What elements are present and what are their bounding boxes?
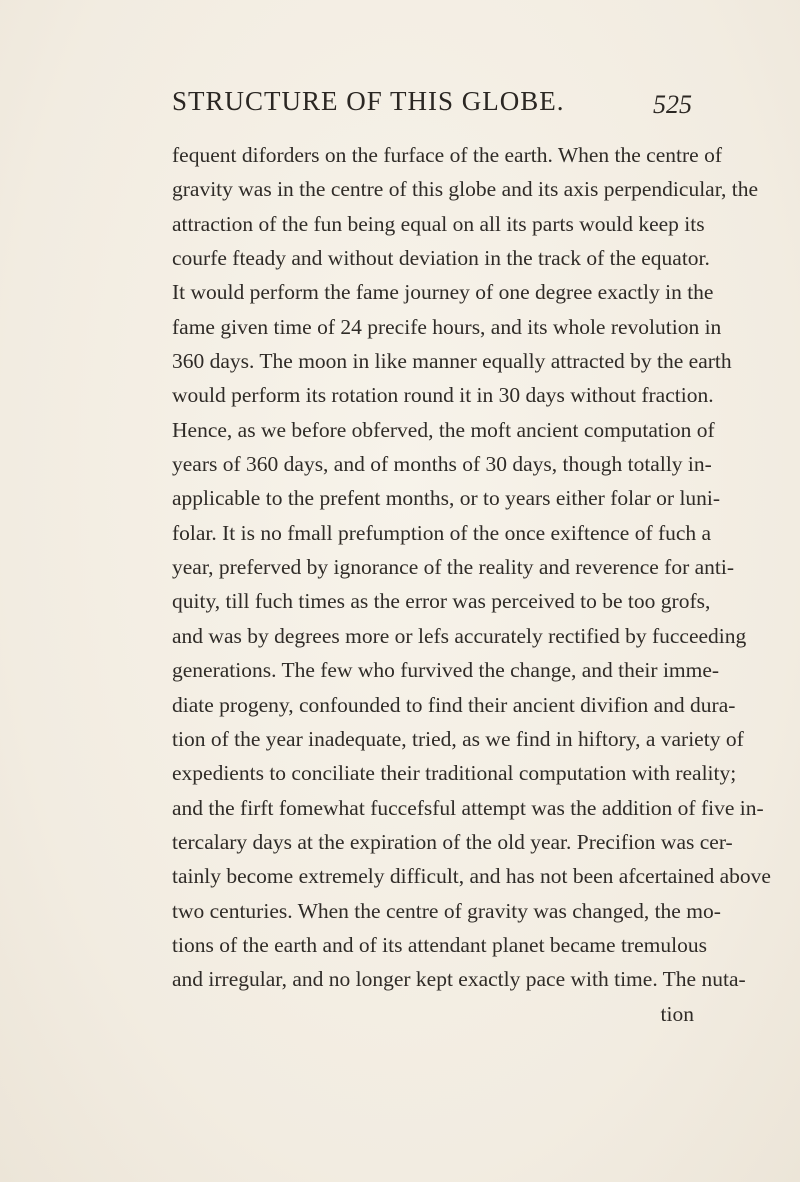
running-head xyxy=(172,86,692,126)
running-head-title: STRUCTURE OF THIS GLOBE. xyxy=(172,86,565,116)
text-line: courfe fteady and without deviation in the track of the equator. xyxy=(172,246,710,271)
text-line: gravity was in the centre of this globe and its axis perpendicular, the xyxy=(172,177,759,202)
page-number: 525 xyxy=(653,90,692,119)
text-line: year, preferved by ignorance of the reality and reverence for anti- xyxy=(172,555,735,580)
text-line: and was by degrees more or lefs accurately rectified by fucceeding xyxy=(172,623,747,648)
text-line: applicable to the prefent months, or to years either folar or luni- xyxy=(172,486,721,511)
text-line: folar. It is no fmall prefumption of the once exiftence of fuch a xyxy=(172,520,712,545)
text-line: two centuries. When the centre of gravity was changed, the mo- xyxy=(172,898,721,923)
text-line: tions of the earth and of its attendant planet became tremulous xyxy=(172,932,707,957)
body-text xyxy=(172,138,771,1031)
text-line: fame given time of 24 precife hours, and its whole revolution in xyxy=(172,314,722,339)
text-line: expedients to conciliate their traditional computation with reality; xyxy=(172,761,737,786)
text-line: and irregular, and no longer kept exactly pace with time. The nuta- xyxy=(172,967,746,992)
text-line: diate progeny, confounded to find their ancient divifion and dura- xyxy=(172,692,736,717)
text-line: and the firft fomewhat fuccefsful attempt was the addition of five in- xyxy=(172,795,764,820)
text-line: quity, till fuch times as the error was perceived to be too grofs, xyxy=(172,589,711,614)
text-line: generations. The few who furvived the change, and their imme- xyxy=(172,658,720,683)
text-line: Hence, as we before obferved, the moft ancient computation of xyxy=(172,417,715,442)
text-line: fequent diforders on the furface of the earth. When the centre of xyxy=(172,143,722,167)
text-line: It would perform the fame journey of one degree exactly in the xyxy=(172,280,714,305)
text-line: tainly become extremely difficult, and has not been afcertained above xyxy=(172,864,771,889)
text-line: years of 360 days, and of months of 30 days, though totally in- xyxy=(172,452,712,477)
text-line: would perform its rotation round it in 30 days without fraction. xyxy=(172,383,714,408)
catchword: tion xyxy=(660,1001,694,1026)
text-line: attraction of the fun being equal on all its parts would keep its xyxy=(172,211,705,236)
text-line: tercalary days at the expiration of the old year. Precifion was cer- xyxy=(172,829,733,854)
text-line: 360 days. The moon in like manner equally attracted by the earth xyxy=(172,349,732,374)
text-line: tion of the year inadequate, tried, as we find in hiftory, a variety of xyxy=(172,726,744,751)
